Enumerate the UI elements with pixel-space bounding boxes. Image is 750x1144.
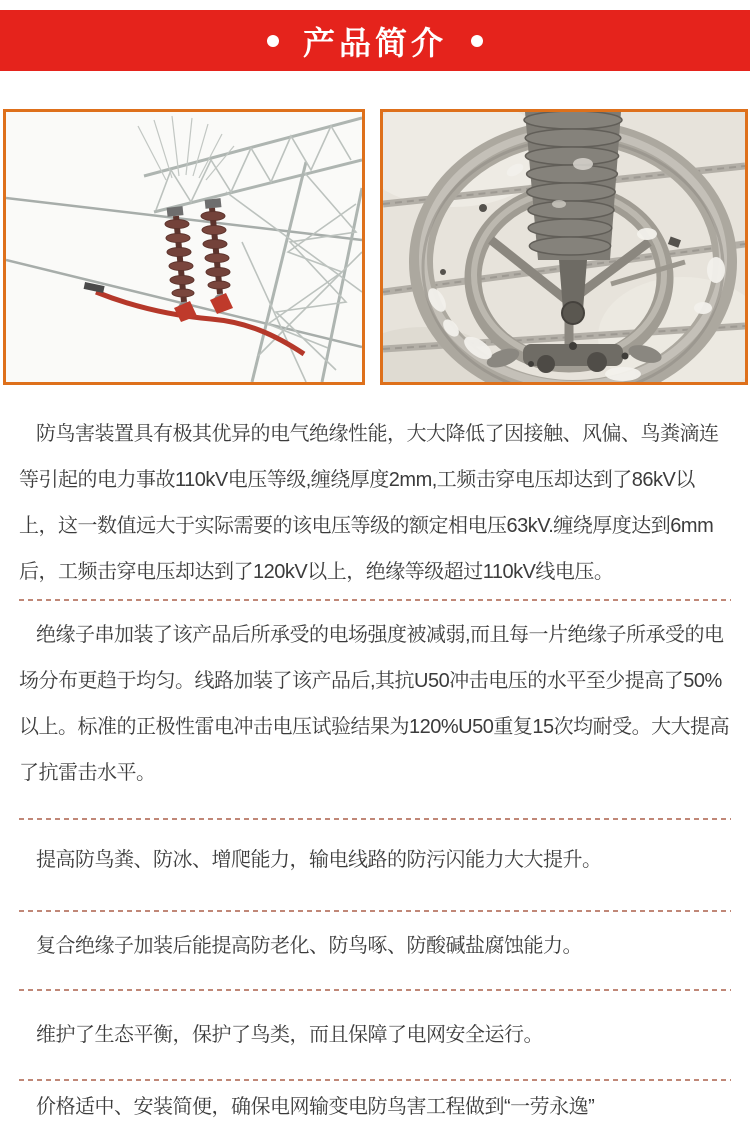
dashed-divider bbox=[19, 989, 731, 991]
paragraph-price-install: 价格适中、安装简便，确保电网输变电防鸟害工程做到“一劳永逸” bbox=[36, 1096, 595, 1118]
section-header bbox=[0, 10, 750, 71]
grading-ring-illustration bbox=[383, 112, 745, 382]
paragraph-aging-resistance: 复合绝缘子加装后能提高防老化、防鸟啄、防酸碱盐腐蚀能力。 bbox=[36, 935, 582, 957]
title-bullet-left-icon bbox=[267, 35, 279, 47]
dashed-divider bbox=[19, 1079, 731, 1081]
tower-photo-illustration bbox=[6, 112, 362, 382]
product-description bbox=[0, 411, 750, 1130]
section-title: 产品简介 bbox=[302, 24, 447, 61]
dashed-divider bbox=[19, 910, 731, 912]
photo-grading-ring-closeup bbox=[380, 109, 748, 385]
product-intro-page bbox=[0, 10, 750, 1130]
photo-tower-insulators bbox=[3, 109, 365, 385]
dashed-divider bbox=[19, 818, 731, 820]
paragraph-ecology-safety: 维护了生态平衡，保护了鸟类，而且保障了电网安全运行。 bbox=[36, 1024, 543, 1046]
dashed-divider bbox=[19, 599, 731, 601]
product-photos-row bbox=[0, 109, 750, 385]
paragraph-insulation-performance: 防鸟害装置具有极其优异的电气绝缘性能，大大降低了因接触、风偏、鸟粪滴连等引起的电力事故110kV电压等级,缠绕厚度2mm,工频击穿电压却达到了86kV以上，这一数值远大于实际需要的该电压等级的额定相电压63kV.缠绕厚度达到6mm后，工频击穿电压却达到了120kV以上，绝缘等级超过110kV线电压。 bbox=[19, 423, 719, 583]
paragraph-pollution-flashover: 提高防鸟粪、防冰、增爬能力，输电线路的防污闪能力大大提升。 bbox=[36, 849, 602, 871]
paragraph-field-distribution: 绝缘子串加装了该产品后所承受的电场强度被减弱,而且每一片绝缘子所承受的电场分布更趋于均匀。线路加装了该产品后,其抗U50冲击电压的水平至少提高了50%以上。标准的正极性雷电冲击电压试验结果为120%U50重复15次均耐受。大大提高了抗雷击水平。 bbox=[19, 624, 730, 784]
title-bullet-right-icon bbox=[471, 35, 483, 47]
